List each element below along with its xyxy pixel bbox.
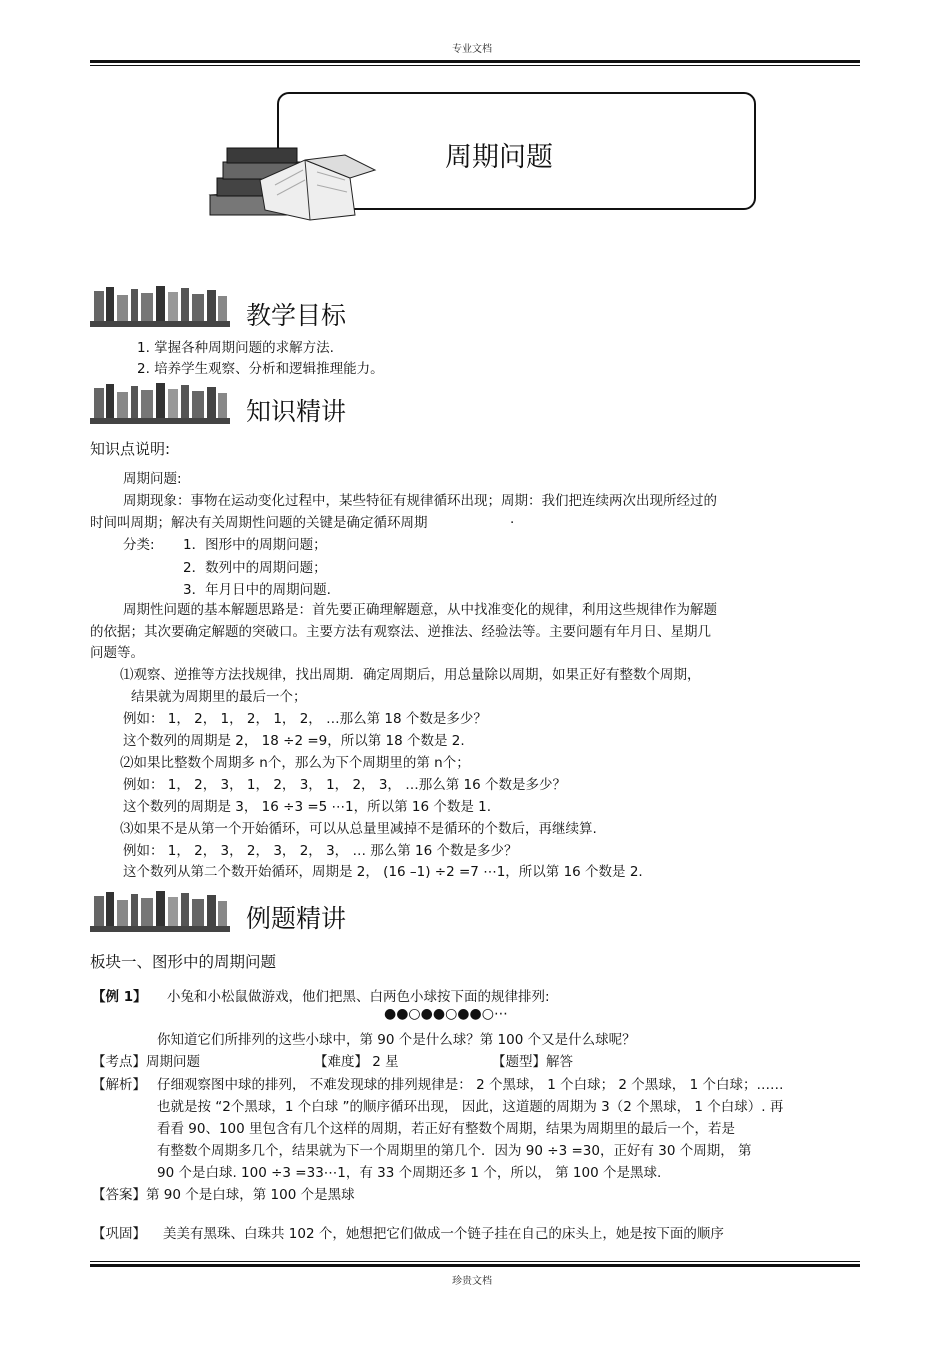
bookshelf-icon — [90, 380, 230, 425]
jiexi-line: 90 个是白球. 100 ÷3 =33⋯1，有 33 个周期还多 1 个，所以， 第 100 个是黑球. — [157, 1165, 662, 1181]
bookshelf-icon — [90, 888, 230, 933]
knowledge-line: 结果就为周期里的最后一个； — [131, 689, 307, 705]
books-illustration — [205, 140, 380, 225]
knowledge-line: 这个数列的周期是 2， 18 ÷2 =9，所以第 18 个数是 2. — [123, 733, 465, 749]
example-question: 你知道它们所排列的这些小球中，第 90 个是什么球？第 100 个又是什么球呢？ — [157, 1032, 636, 1048]
knowledge-line: ⑵如果比整数个周期多 n个，那么为下个周期里的第 n个； — [120, 755, 470, 771]
example-text: 小兔和小松鼠做游戏，他们把黑、白两色小球按下面的规律排列: — [167, 989, 550, 1005]
answer-line: 【答案】第 90 个是白球，第 100 个是黑球 — [92, 1187, 355, 1203]
knowledge-line: 例如： 1， 2， 3， 2， 3， 2， 3， … 那么第 16 个数是多少？ — [123, 843, 518, 859]
kaodian: 【考点】周期问题 — [92, 1054, 200, 1070]
knowledge-line: 周期现象：事物在运动变化过程中，某些特征有规律循环出现；周期：我们把连续两次出现所经过的 — [123, 493, 717, 509]
page-footer: 珍贵文档 — [452, 1276, 492, 1287]
bookshelf-icon — [90, 283, 230, 328]
knowledge-line: 这个数列的周期是 3， 16 ÷3 =5 ⋯1，所以第 16 个数是 1. — [123, 799, 492, 815]
header-rule — [90, 60, 860, 63]
knowledge-line: 的依据；其次要确定解题的突破口。主要方法有观察法、逆推法、经验法等。主要问题有年月日、星期几 — [90, 624, 711, 640]
tixing: 【题型】解答 — [492, 1054, 573, 1070]
section-heading-examples: 例题精讲 — [246, 904, 347, 933]
header-rule-thin — [90, 65, 860, 66]
knowledge-line: 周期性问题的基本解题思路是：首先要正确理解题意，从中找准变化的规律，利用这些规律作为解题 — [123, 602, 717, 618]
knowledge-line: 2．数列中的周期问题； — [183, 560, 327, 576]
nandu: 【难度】 2 星 — [314, 1054, 399, 1070]
section-heading-goals: 教学目标 — [246, 301, 347, 330]
knowledge-line: 问题等。 — [90, 645, 144, 661]
jiexi-tag: 【解析】 — [92, 1077, 146, 1093]
jiexi-line: 有整数个周期多几个，结果就为下一个周期里的第几个．因为 90 ÷3 =30，正好有 30 个周期， 第 — [157, 1143, 752, 1159]
knowledge-line: 3．年月日中的周期问题. — [183, 582, 331, 598]
footer-rule-thick — [90, 1264, 860, 1267]
jiexi-line: 仔细观察图中球的排列， 不难发现球的排列规律是： 2 个黑球， 1 个白球； 2 个黑球， 1 个白球；…… — [157, 1077, 784, 1093]
page-title: 周期问题 — [445, 142, 553, 173]
jiexi-line: 也就是按 “2个黑球，1 个白球 ”的顺序循环出现， 因此，这道题的周期为 3（2 个黑球， 1 个白球）. 再 — [157, 1099, 784, 1115]
goal-item: 2. 培养学生观察、分析和逻辑推理能力。 — [137, 361, 384, 377]
footer-rule — [90, 1261, 860, 1262]
knowledge-line: . — [510, 511, 515, 527]
knowledge-subtitle: 知识点说明: — [90, 440, 171, 458]
knowledge-line: 这个数列从第二个数开始循环，周期是 2， (16 –1) ÷2 =7 ⋯1，所以第 16 个数是 2. — [123, 864, 643, 880]
knowledge-line: 时间叫周期；解决有关周期性问题的关键是确定循环周期 — [90, 515, 428, 531]
gonggu-text: 美美有黑珠、白珠共 102 个，她想把它们做成一个链子挂在自己的床头上，她是按下面的顺序 — [163, 1226, 724, 1242]
knowledge-line: ⑴观察、逆推等方法找规律，找出周期．确定周期后，用总量除以周期，如果正好有整数个周期， — [120, 667, 701, 683]
example-tag: 【例 1】 — [92, 989, 147, 1005]
knowledge-line: ⑶如果不是从第一个开始循环，可以从总量里减掉不是循环的个数后，再继续算. — [120, 821, 597, 837]
goal-item: 1. 掌握各种周期问题的求解方法. — [137, 340, 334, 356]
gonggu-tag: 【巩固】 — [92, 1226, 146, 1242]
page-header: 专业文档 — [452, 44, 492, 55]
ball-sequence: ●●○●●○●●○⋯ — [384, 1006, 508, 1022]
knowledge-line: 分类: — [123, 537, 155, 553]
block-title: 板块一、图形中的周期问题 — [90, 953, 277, 971]
knowledge-line: 周期问题: — [123, 471, 182, 487]
knowledge-line: 例如： 1， 2， 3， 1， 2， 3， 1， 2， 3， …那么第 16 个数是多少？ — [123, 777, 566, 793]
section-heading-knowledge: 知识精讲 — [246, 397, 347, 426]
knowledge-line: 1．图形中的周期问题； — [183, 537, 327, 553]
jiexi-line: 看看 90、100 里包含有几个这样的周期，若正好有整数个周期，结果为周期里的最后一个，若是 — [157, 1121, 736, 1137]
knowledge-line: 例如： 1， 2， 1， 2， 1， 2， …那么第 18 个数是多少？ — [123, 711, 487, 727]
